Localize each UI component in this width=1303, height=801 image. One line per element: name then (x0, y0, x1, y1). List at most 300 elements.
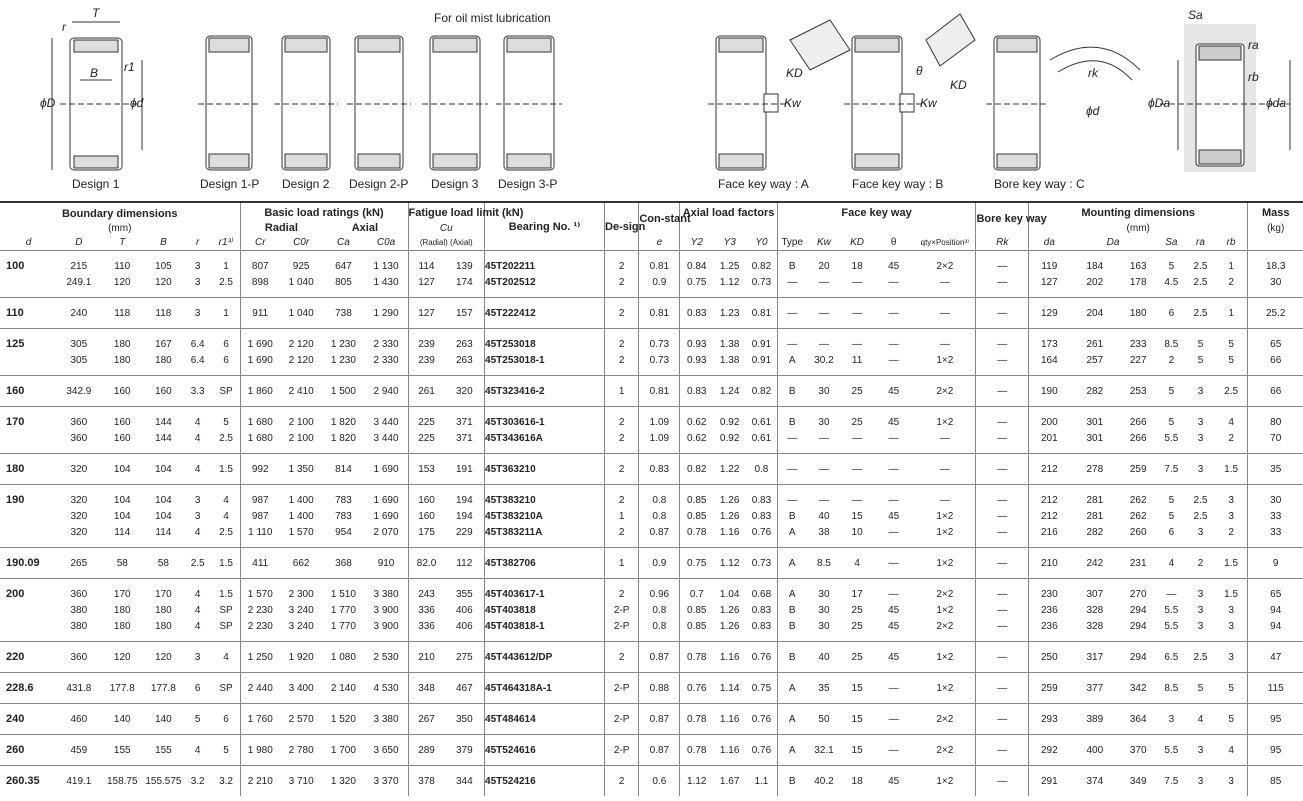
cell-bearing-no: 45T253018-1 (485, 352, 605, 376)
cell-da: 236 (1040, 604, 1058, 616)
cell-Da-max: 328 (1086, 620, 1104, 632)
bore-d-cell: 240 (0, 704, 57, 735)
cell-mass: 25.2 (1248, 298, 1303, 329)
col-D: D (75, 236, 83, 248)
cell-Y3: 0.92 (719, 432, 740, 444)
cell-mass: 115 (1248, 673, 1303, 704)
cell-D: 342.9 (57, 376, 100, 407)
cell-KD: 25 (851, 604, 863, 616)
cell-rb: 4 (1215, 407, 1248, 431)
cell-C0a: 2 070 (365, 524, 408, 548)
cell-cu-radial: 261 (408, 376, 445, 407)
cell-ra: 3 (1197, 432, 1204, 444)
cell-qty: 2×2 (914, 704, 976, 735)
cell-type: B (777, 376, 807, 407)
cell-Kw: 20 (807, 251, 841, 275)
cell-C0r: 3 400 (280, 673, 322, 704)
cell-r: 3 (183, 642, 213, 673)
cell-da: 293 (1029, 704, 1070, 735)
table-body (0, 251, 1303, 797)
cell-cu-radial: 114 (408, 251, 445, 275)
cell-D: 360 (57, 642, 100, 673)
cell-da: 216 (1040, 526, 1058, 538)
symbol-r1: r1 (124, 60, 135, 74)
cell-qty: 2×2 (914, 376, 976, 407)
cell-T: 160 (101, 407, 144, 431)
cell-C0a: 3 650 (365, 735, 408, 766)
cell-C0a: 2 330 (365, 352, 408, 376)
col-Da: Da (1106, 236, 1120, 248)
cell-Da-max: 389 (1070, 704, 1120, 735)
cell-r: 6.4 (183, 329, 213, 353)
symbol-T: T (92, 6, 100, 20)
cell-rb: 1 (1215, 298, 1248, 329)
cell-Kw: — (807, 485, 841, 509)
cell-Y2: 0.76 (680, 673, 713, 704)
cell-cu-axial: 174 (445, 274, 485, 298)
cell-B: 180 (155, 354, 172, 366)
cell-cu-radial: 239 (418, 354, 435, 366)
cell-type: A (777, 673, 807, 704)
cell-r: 3 (183, 251, 213, 275)
col-radial-axial: (Radial) (Axial) (408, 234, 485, 251)
cell-T: 180 (113, 354, 131, 366)
cell-Sa: 5 (1168, 510, 1175, 522)
cell-Y3: 1.04 (713, 579, 746, 603)
cell-ra: 3 (1186, 735, 1215, 766)
cell-Kw: 35 (807, 673, 841, 704)
cell-Y3: 1.16 (719, 526, 740, 538)
cell-D: 460 (57, 704, 100, 735)
cell-Y3: 1.26 (719, 604, 740, 616)
cell-r1: 4 (213, 508, 240, 524)
cell-Sa: 4.5 (1164, 276, 1179, 288)
cell-C0r: 2 120 (280, 329, 322, 353)
cell-Y2: 0.78 (687, 526, 707, 538)
cell-Y2: 0.62 (687, 432, 707, 444)
cell-Y0: 0.73 (746, 274, 777, 298)
cell-Cr: 1 570 (240, 579, 280, 603)
cell-Cr: 1 680 (247, 432, 273, 444)
cell-bearing-no: 45T464318A-1 (485, 673, 605, 704)
cell-T: 160 (113, 432, 131, 444)
cell-cu-radial: 239 (408, 329, 445, 353)
cell-r1: 2.5 (213, 274, 240, 298)
cell-Y0: 0.76 (746, 642, 777, 673)
cell-e: 0.88 (639, 673, 680, 704)
cell-Ca: 1 320 (322, 766, 364, 797)
cell-ra: 3 (1186, 766, 1215, 797)
cell-Ca: 1 820 (330, 432, 356, 444)
cell-cu-axial: 379 (445, 735, 485, 766)
cell-type: A (788, 354, 796, 366)
cell-C0r: 2 100 (280, 407, 322, 431)
bore-d-cell (0, 524, 57, 548)
cell-B: 160 (144, 376, 183, 407)
col-Sa: Sa (1165, 236, 1178, 248)
cell-design: 2-P (605, 704, 639, 735)
cell-Ca: 805 (335, 276, 352, 288)
cell-Kw: 30 (818, 620, 830, 632)
cell-da: 212 (1040, 510, 1058, 522)
cell-Rk: — (976, 673, 1029, 704)
cell-Kw: — (807, 454, 841, 485)
cell-T: 104 (101, 485, 144, 509)
cell-r: 3 (194, 276, 201, 288)
cell-r1: SP (213, 602, 240, 618)
cell-Ca: 1 500 (322, 376, 364, 407)
cell-Kw: — (807, 329, 841, 353)
cell-Sa: 3 (1157, 704, 1187, 735)
keyway-label: Face key way : A (718, 177, 809, 191)
cell-Rk: — (976, 274, 1029, 298)
cell-r1: 1 (213, 298, 240, 329)
cell-bearing-no: 45T484614 (485, 704, 605, 735)
cell-Da-max: 257 (1086, 354, 1104, 366)
cell-rb: 3 (1215, 602, 1248, 618)
table-row (0, 298, 1303, 329)
cell-design: 2 (605, 251, 639, 275)
cell-Y2: 0.85 (687, 604, 707, 616)
design-label: Design 1-P (200, 177, 260, 191)
cell-ra: 3 (1197, 604, 1204, 616)
design-label: Design 2 (282, 177, 330, 191)
bearing-spec-table (0, 201, 1303, 796)
cell-Y0: 0.73 (746, 548, 777, 579)
cell-e: 0.81 (639, 376, 680, 407)
design-label: Design 3 (431, 177, 479, 191)
cell-design: 2 (605, 430, 639, 454)
cell-type: — (777, 329, 807, 353)
cell-type: A (777, 548, 807, 579)
cell-e: 1.09 (639, 430, 680, 454)
cell-D: 360 (57, 579, 100, 603)
cell-Kw: 40 (818, 510, 830, 522)
cell-cu-axial: 194 (445, 508, 485, 524)
cell-qty: 2×2 (914, 251, 976, 275)
cell-KD: 4 (841, 548, 873, 579)
face-key-header: Face key way (777, 202, 976, 222)
cell-Y2: 0.93 (680, 329, 713, 353)
cell-C0a: 1 430 (365, 274, 408, 298)
cell-rb: 3 (1215, 508, 1248, 524)
cell-rb: 1.5 (1215, 454, 1248, 485)
cell-r: 6 (183, 673, 213, 704)
table-row (0, 618, 1303, 642)
table-row (0, 454, 1303, 485)
cell-D: 249.1 (66, 276, 92, 288)
mounting-header: Mounting dimensions (1029, 202, 1248, 222)
cell-Ca: 1 510 (322, 579, 364, 603)
cell-Y0: 0.82 (746, 251, 777, 275)
cell-da: 201 (1040, 432, 1058, 444)
cell-KD: 15 (841, 704, 873, 735)
cell-theta: — (873, 548, 914, 579)
cell-qty: 1×2 (914, 548, 976, 579)
cell-Y2: 0.83 (680, 298, 713, 329)
cell-D: 320 (57, 454, 100, 485)
cell-C0a: 1 690 (365, 508, 408, 524)
cell-Y3: 1.22 (713, 454, 746, 485)
col-rb: rb (1215, 234, 1248, 251)
table-row (0, 766, 1303, 797)
cell-B: 180 (155, 604, 172, 616)
cell-cu-radial: 225 (408, 407, 445, 431)
cell-ra: 3 (1197, 620, 1204, 632)
table-row (0, 407, 1303, 431)
cell-e: 0.87 (639, 642, 680, 673)
cell-Ca: 647 (322, 251, 364, 275)
cell-Kw: 40 (807, 642, 841, 673)
cell-cu-radial: 127 (408, 298, 445, 329)
cell-cu-axial: 157 (445, 298, 485, 329)
cell-T: 140 (101, 704, 144, 735)
cell-mass: 9 (1248, 548, 1303, 579)
cell-da: 129 (1029, 298, 1070, 329)
cell-bearing-no: 45T363210 (485, 454, 605, 485)
cell-Rk: — (976, 251, 1029, 275)
cell-cu-axial: 112 (445, 548, 485, 579)
cell-design: 2 (605, 352, 639, 376)
cell-Kw: 40.2 (807, 766, 841, 797)
cell-B: 105 (144, 251, 183, 275)
cell-qty: — (914, 454, 976, 485)
cell-Ca: 1 770 (330, 620, 356, 632)
cell-r1: 2.5 (213, 430, 240, 454)
cell-Rk: — (976, 548, 1029, 579)
cell-Sa: — (1157, 579, 1187, 603)
cell-Y2: 0.85 (687, 510, 707, 522)
cell-Sa: 8.5 (1157, 673, 1187, 704)
cell-Kw: 8.5 (807, 548, 841, 579)
cell-da: 190 (1029, 376, 1070, 407)
symbol-Da: ϕDa (1148, 96, 1171, 110)
cell-C0r: 1 400 (288, 510, 314, 522)
col-Rk: Rk (976, 234, 1029, 251)
cell-Rk: — (976, 329, 1029, 353)
cell-ra: 5 (1186, 673, 1215, 704)
cell-bearing-no: 45T403818-1 (485, 618, 605, 642)
col-d: d (25, 236, 32, 248)
cell-qty: 2×2 (914, 735, 976, 766)
cell-bearing-no: 45T382706 (485, 548, 605, 579)
cell-Y3: 1.12 (713, 548, 746, 579)
cell-r1: 1.5 (213, 579, 240, 603)
cell-Y3: 1.26 (719, 620, 740, 632)
cell-Y3: 1.16 (713, 704, 746, 735)
cell-cu-axial: 344 (445, 766, 485, 797)
cell-mass: 94 (1270, 620, 1282, 632)
cell-cu-axial: 320 (445, 376, 485, 407)
cell-B: 58 (144, 548, 183, 579)
cell-Da-max: 307 (1070, 579, 1120, 603)
cell-Cr: 2 230 (247, 620, 273, 632)
cell-C0a: 3 380 (365, 579, 408, 603)
cell-Kw: — (818, 276, 829, 288)
cell-Kw: 38 (818, 526, 830, 538)
mass-header: Mass (1261, 206, 1290, 219)
cell-Da-max: 278 (1070, 454, 1120, 485)
cell-KD: 25 (851, 620, 863, 632)
cell-r1: SP (213, 673, 240, 704)
cell-bearing-no: 45T403617-1 (485, 579, 605, 603)
cell-C0a: 4 530 (365, 673, 408, 704)
col-T: T (119, 236, 126, 248)
cell-type: — (777, 485, 807, 509)
cell-Y3: 1.16 (713, 642, 746, 673)
keyway-label: Bore key way : C (994, 177, 1085, 191)
table-row (0, 642, 1303, 673)
symbol-theta: θ (916, 64, 923, 78)
axial-header: Axial (322, 222, 408, 234)
cell-e: 0.9 (639, 548, 680, 579)
cell-r1: 6 (213, 352, 240, 376)
cell-qty: 1×2 (914, 407, 976, 431)
cell-Y0: 1.1 (746, 766, 777, 797)
cell-ra: 3 (1186, 579, 1215, 603)
cell-r: 6.4 (190, 354, 205, 366)
cell-rb: 5 (1215, 704, 1248, 735)
cell-T: 58 (101, 548, 144, 579)
bore-d-cell: 170 (0, 407, 57, 431)
cell-type: B (777, 642, 807, 673)
cell-design: 2 (605, 524, 639, 548)
design-3-drawing (422, 36, 488, 170)
cell-C0r: 2 410 (280, 376, 322, 407)
cell-r: 5 (183, 704, 213, 735)
cell-theta: — (873, 298, 914, 329)
cell-mass: 66 (1270, 354, 1282, 366)
cell-da: 259 (1029, 673, 1070, 704)
cell-rb: 3 (1215, 642, 1248, 673)
symbol-rb: rb (1248, 70, 1259, 84)
cell-Da-max: 400 (1070, 735, 1120, 766)
cell-Y3: 1.26 (719, 510, 740, 522)
cell-Ca: 738 (322, 298, 364, 329)
table-row (0, 602, 1303, 618)
cell-qty: 1×2 (914, 602, 976, 618)
cell-C0r: 1 350 (280, 454, 322, 485)
bore-d-cell: 260 (0, 735, 57, 766)
basic-load-header: Basic load ratings (kN) (240, 202, 408, 222)
cell-Da-min: 259 (1120, 454, 1157, 485)
cell-cu-axial: 406 (445, 602, 485, 618)
bore-d-cell: 180 (0, 454, 57, 485)
cell-cu-radial: 289 (408, 735, 445, 766)
cell-ra: 2.5 (1186, 251, 1215, 275)
cell-Y0: 0.81 (746, 298, 777, 329)
cell-design: 2-P (605, 602, 639, 618)
cell-theta: — (888, 432, 899, 444)
symbol-d-c: ϕd (1086, 104, 1100, 118)
cell-C0r: 2 780 (280, 735, 322, 766)
cell-da: 230 (1029, 579, 1070, 603)
cell-cu-radial: 336 (418, 604, 435, 616)
cell-T: 120 (113, 276, 131, 288)
cell-design: 2 (605, 329, 639, 353)
cell-Y0: 0.83 (746, 618, 777, 642)
cell-C0r: 2 570 (280, 704, 322, 735)
col-Kw: Kw (817, 236, 831, 248)
cell-Y0: 0.8 (746, 454, 777, 485)
cell-cu-axial: 350 (445, 704, 485, 735)
boundary-unit: (mm) (0, 222, 240, 234)
cell-T: 177.8 (101, 673, 144, 704)
cell-D: 360 (70, 432, 88, 444)
symbol-da: ϕda (1266, 96, 1287, 110)
cell-bearing-no: 45T403818 (485, 602, 605, 618)
cell-r1: 3.2 (213, 766, 240, 797)
cell-bearing-no: 45T524216 (485, 766, 605, 797)
cell-Rk: — (976, 454, 1029, 485)
table-row (0, 352, 1303, 376)
radial-header: Radial (264, 222, 298, 234)
cell-Da-max: 204 (1070, 298, 1120, 329)
cell-e: 0.81 (639, 251, 680, 275)
cell-Ca: 1 770 (330, 604, 356, 616)
cell-type: — (787, 432, 798, 444)
cell-Sa: 5 (1157, 376, 1187, 407)
cell-Cr: 807 (240, 251, 280, 275)
cell-T: 104 (101, 454, 144, 485)
table-row (0, 508, 1303, 524)
cell-ra: 3 (1186, 376, 1215, 407)
cell-C0r: 2 300 (280, 579, 322, 603)
cell-e: 0.6 (639, 766, 680, 797)
cell-Kw: 50 (807, 704, 841, 735)
cell-Y2: 0.83 (680, 376, 713, 407)
cell-Cr: 1 110 (248, 526, 273, 538)
cell-qty: 1×2 (914, 642, 976, 673)
bore-d-cell: 190.09 (0, 548, 57, 579)
cell-D: 305 (57, 329, 100, 353)
cell-Y3: 1.38 (719, 354, 740, 366)
cell-Ca: 1 080 (322, 642, 364, 673)
cell-ra: 2.5 (1186, 485, 1215, 509)
cell-da: 119 (1029, 251, 1070, 275)
cell-cu-radial: 378 (408, 766, 445, 797)
cell-Rk: — (976, 766, 1029, 797)
cell-da: 200 (1029, 407, 1070, 431)
cell-T: 170 (101, 579, 144, 603)
cell-T: 180 (113, 620, 131, 632)
cell-bearing-no: 45T383210 (485, 485, 605, 509)
cell-cu-axial: 467 (445, 673, 485, 704)
cell-cu-axial: 139 (445, 251, 485, 275)
cell-da: 292 (1029, 735, 1070, 766)
cell-Y2: 0.62 (680, 407, 713, 431)
cell-Cr: 987 (251, 510, 269, 522)
cell-cu-axial: 263 (445, 329, 485, 353)
table-row (0, 673, 1303, 704)
cell-type: A (777, 704, 807, 735)
cell-ra: 4 (1186, 704, 1215, 735)
cell-Rk: — (976, 376, 1029, 407)
cell-Sa: 5 (1157, 251, 1187, 275)
cell-qty: — (914, 485, 976, 509)
cell-rb: 5 (1215, 329, 1248, 353)
cell-Sa: 6.5 (1157, 642, 1187, 673)
cell-C0a: 3 380 (365, 704, 408, 735)
cell-KD: 15 (851, 510, 863, 522)
cell-D: 459 (57, 735, 100, 766)
bore-d-cell (0, 602, 57, 618)
cell-r1: SP (213, 376, 240, 407)
cell-Ca: 1 520 (322, 704, 364, 735)
col-theta: θ (890, 236, 897, 248)
col-Ca: Ca (337, 236, 350, 248)
cell-T: 104 (113, 510, 131, 522)
